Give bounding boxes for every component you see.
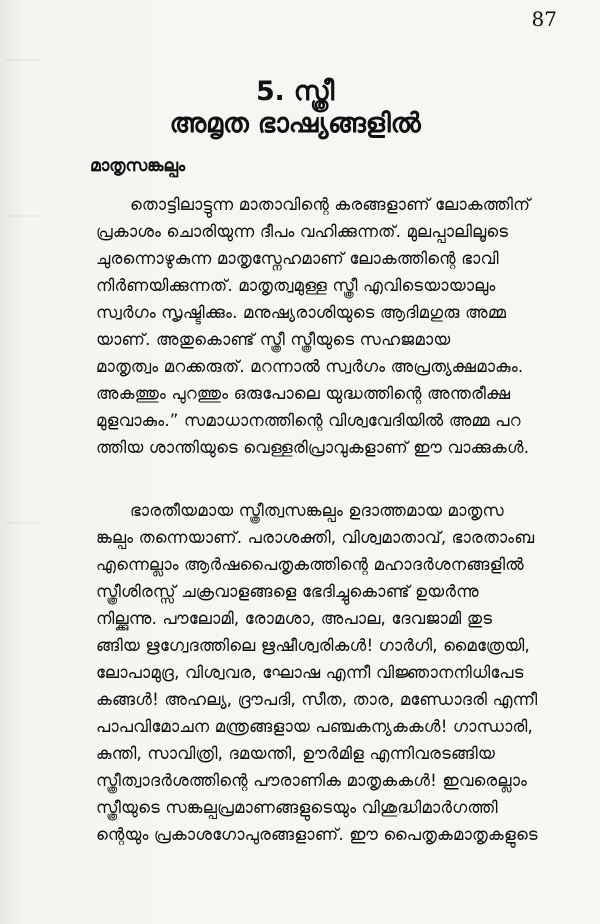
chapter-number-line: 5. സ്ത്രീ	[255, 76, 335, 107]
paragraph-line: ചുരന്നൊഴുകുന്ന മാതൃസ്നേഹമാണ് ലോകത്തിന്റെ ഭാവി	[96, 249, 499, 268]
paragraph-line: ങ്കല്പം തന്നെയാണ്. പരാശക്തി, വിശ്വമാതാവ്, ഭാരതാംബ	[96, 528, 535, 547]
paragraph-line: സ്ത്രീത്വാദർശത്തിന്റെ പൗരാണിക മാതൃകകൾ! ഇവരെല്ലാം	[96, 771, 528, 790]
paragraph-line: സ്ത്രീശിരസ്സ് ചക്രവാളങ്ങളെ ഭേദിച്ചുകൊണ്ട് ഉയർന്നു	[96, 582, 479, 601]
paragraph-line: ങ്ങിയ ഋഗ്വേദത്തിലെ ഋഷീശ്വരികൾ! ഗാർഗി, മൈത്രേയി,	[96, 636, 530, 655]
paragraph-line: നില്ക്കുന്നു. പൗലോമി, രോമശാ, അപാല, ദേവജാമി തുട	[96, 609, 493, 628]
paragraph-line: ലോപാമുദ്ര, വിശ്വവര, ഘോഷ എന്നീ വിജ്ഞാനനിധിപേട	[96, 663, 524, 682]
paragraph-line: ഭാരതീയമായ സ്ത്രീത്വസങ്കല്പം ഉദാത്തമായ മാതൃസ	[130, 501, 504, 520]
paragraph	[96, 497, 554, 848]
paragraph	[96, 191, 554, 461]
chapter-subtitle-line: അമൃത ഭാഷ്യങ്ങളിൽ	[169, 108, 421, 139]
section-heading: മാതൃസങ്കല്പം	[90, 156, 186, 176]
margin-mark	[6, 522, 42, 524]
paragraph-line: കങ്ങൾ! അഹല്യ, ദ്രൗപദി, സീത, താര, മണ്ഡോദരി എന്നീ	[96, 690, 538, 709]
paragraph-line: അകത്തും പുറത്തും ഒരുപോലെ യുദ്ധത്തിന്റെ അന്തരീക്ഷ	[96, 384, 511, 403]
paragraph-line: പ്രകാശം ചൊരിയുന്ന ദീപം വഹിക്കുന്നത്. മുലപ്പാലിലൂടെ	[96, 222, 509, 241]
paragraph-line: മാതൃത്വം മറക്കരുത്. മറന്നാൽ സ്വർഗം അപ്രത്യക്ഷമാകും.	[96, 357, 524, 376]
paragraph-line: എന്നെല്ലാം ആർഷപൈതൃകത്തിന്റെ മഹാദർശനങ്ങളിൽ	[96, 555, 524, 574]
paragraph-line: സ്വർഗം സൃഷ്ടിക്കും. മനുഷ്യരാശിയുടെ ആദിമഗുരു അമ്മ	[96, 303, 507, 322]
paragraph-line: കുന്തി, സാവിത്രി, ദമയന്തി, ഊർമിള എന്നിവരടങ്ങിയ	[96, 744, 495, 763]
margin-mark	[6, 59, 42, 61]
paragraph-line: സ്ത്രീയുടെ സങ്കല്പപ്രമാണങ്ങളുടെയും വിശുദ്ധിമാർഗത്തി	[96, 798, 498, 817]
paragraph-line: മുളവാകും.” സമാധാനത്തിന്റെ വിശ്വവേദിയിൽ അമ്മ പറ	[96, 411, 521, 430]
paragraph-line: പാപവിമോചന മന്ത്രങ്ങളായ പഞ്ചകന്യകകൾ! ഗാന്ധാരി,	[96, 717, 533, 736]
paragraph-line: നിർണയിക്കുന്നത്. മാതൃത്വമുള്ള സ്ത്രീ എവിടെയായാലും	[96, 276, 496, 295]
paragraph-line: ന്റെയും പ്രകാശഗോപുരങ്ങളാണ്. ഈ പൈതൃകമാതൃകളുടെ	[96, 825, 538, 844]
page-number: 87	[531, 7, 557, 31]
paragraph-line: യാണ്. അതുകൊണ്ട് സ്ത്രീ സ്ത്രീയുടെ സഹജമായ	[96, 330, 451, 349]
paragraph-line: തൊട്ടിലാട്ടുന്ന മാതാവിന്റെ കരങ്ങളാണ് ലോകത്തിന്	[130, 195, 531, 214]
chapter-heading	[140, 76, 450, 140]
margin-mark	[6, 215, 42, 217]
paragraph-line: ത്തിയ ശാന്തിയുടെ വെള്ളരിപ്രാവുകളാണ് ഈ വാക്കുകൾ.	[96, 438, 530, 457]
